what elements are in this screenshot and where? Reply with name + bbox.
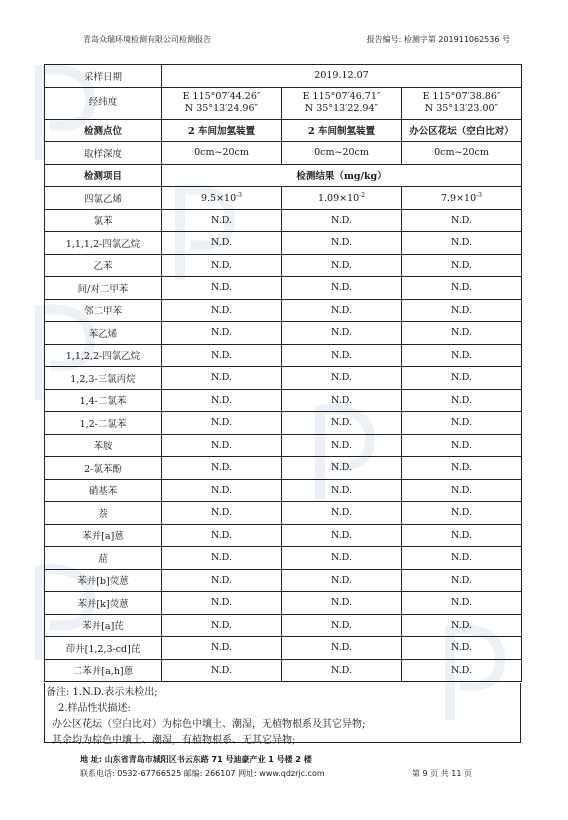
- results-table: [44, 64, 522, 682]
- result-cell: N.D.: [402, 367, 522, 390]
- table-row: [45, 569, 522, 592]
- site-cell: 2 车间加氢装置: [162, 119, 282, 142]
- result-cell: N.D.: [162, 389, 282, 412]
- table-row: [45, 209, 522, 232]
- table-row: [45, 187, 522, 210]
- result-cell: N.D.: [162, 614, 282, 637]
- item-name: 1,2,3-三氯丙烷: [45, 367, 162, 390]
- result-cell: N.D.: [402, 322, 522, 345]
- result-cell: N.D.: [162, 412, 282, 435]
- item-name: 氯苯: [45, 209, 162, 232]
- result-cell: $9.5\times 10^{-3}$: [162, 187, 282, 210]
- coords-row: [45, 87, 522, 119]
- item-name: 苯并[a]芘: [45, 614, 162, 637]
- item-name: 邻二甲苯: [45, 299, 162, 322]
- notes: [46, 685, 365, 749]
- notes-frame-right: [520, 683, 521, 742]
- result-cell: N.D.: [402, 232, 522, 255]
- result-cell: N.D.: [402, 254, 522, 277]
- result-cell: N.D.: [162, 637, 282, 660]
- result-cell: N.D.: [162, 434, 282, 457]
- item-name: 苯胺: [45, 434, 162, 457]
- result-cell: N.D.: [282, 524, 402, 547]
- table-row: [45, 299, 522, 322]
- note-line: 办公区花坛（空白比对）为棕色中壤土、潮湿，无植物根系及其它异物;: [52, 719, 366, 730]
- result-cell: N.D.: [402, 524, 522, 547]
- result-cell: N.D.: [402, 614, 522, 637]
- sample-date-row: [45, 65, 522, 88]
- result-cell: N.D.: [162, 367, 282, 390]
- result-cell: N.D.: [282, 299, 402, 322]
- result-cell: N.D.: [282, 479, 402, 502]
- item-name: 2-氯苯酚: [45, 457, 162, 480]
- result-cell: N.D.: [282, 344, 402, 367]
- table-row: [45, 592, 522, 615]
- table-row: [45, 322, 522, 345]
- result-cell: N.D.: [282, 569, 402, 592]
- notes-frame-left: [44, 683, 45, 742]
- table-row: [45, 344, 522, 367]
- result-cell: N.D.: [162, 502, 282, 525]
- item-name: 䓛: [45, 547, 162, 570]
- item-name: 茚并[1,2,3-cd]芘: [45, 637, 162, 660]
- coords-cell: E 115°07′44.26″ N 35°13′24.96″: [162, 87, 282, 119]
- result-cell: N.D.: [282, 209, 402, 232]
- footer-contact: 联系电话: 0532-67766525 邮编: 266107 网址: www.qdzrjc.com: [80, 769, 325, 778]
- table-row: [45, 547, 522, 570]
- result-header-row: [45, 164, 522, 187]
- result-cell: N.D.: [402, 389, 522, 412]
- result-cell: N.D.: [282, 367, 402, 390]
- result-cell: N.D.: [282, 547, 402, 570]
- coords-cell: E 115°07′46.71″ N 35°13′22.94″: [282, 87, 402, 119]
- result-cell: N.D.: [282, 592, 402, 615]
- result-cell: N.D.: [162, 277, 282, 300]
- result-cell: N.D.: [282, 434, 402, 457]
- result-cell: N.D.: [402, 344, 522, 367]
- result-cell: N.D.: [282, 457, 402, 480]
- result-cell: N.D.: [162, 299, 282, 322]
- table-row: [45, 434, 522, 457]
- depth-cell: 0cm~20cm: [282, 142, 402, 165]
- site-cell: 2 车间制氢装置: [282, 119, 402, 142]
- result-cell: N.D.: [402, 479, 522, 502]
- table-row: [45, 524, 522, 547]
- coords-label: 经纬度: [45, 87, 162, 119]
- result-cell: N.D.: [162, 457, 282, 480]
- table-row: [45, 277, 522, 300]
- note-line: 其余均为棕色中壤土、潮湿，有植物根系、无其它异物;: [52, 735, 296, 746]
- item-name: 四氯乙烯: [45, 187, 162, 210]
- depth-cell: 0cm~20cm: [402, 142, 522, 165]
- result-cell: N.D.: [162, 592, 282, 615]
- result-cell: N.D.: [402, 547, 522, 570]
- table-row: [45, 637, 522, 660]
- item-name: 苯并[k]荧蒽: [45, 592, 162, 615]
- result-cell: N.D.: [282, 502, 402, 525]
- result-cell: N.D.: [282, 277, 402, 300]
- sample-date-value: 2019.12.07: [162, 65, 522, 88]
- table-row: [45, 254, 522, 277]
- result-cell: N.D.: [282, 412, 402, 435]
- result-cell: N.D.: [402, 412, 522, 435]
- result-cell: N.D.: [162, 569, 282, 592]
- depth-row: [45, 142, 522, 165]
- table-row: [45, 232, 522, 255]
- result-cell: N.D.: [282, 614, 402, 637]
- item-name: 1,2-二氯苯: [45, 412, 162, 435]
- page-number: 第 9 页 共 11 页: [412, 769, 472, 778]
- result-cell: N.D.: [402, 569, 522, 592]
- result-cell: N.D.: [402, 209, 522, 232]
- site-cell: 办公区花坛（空白比对）: [402, 119, 522, 142]
- result-cell: N.D.: [162, 344, 282, 367]
- table-row: [45, 412, 522, 435]
- result-cell: $1.09\times 10^{-2}$: [282, 187, 402, 210]
- result-cell: N.D.: [402, 659, 522, 682]
- result-cell: N.D.: [282, 637, 402, 660]
- result-cell: N.D.: [282, 389, 402, 412]
- result-cell: N.D.: [402, 457, 522, 480]
- item-name: 1,1,1,2-四氯乙烷: [45, 232, 162, 255]
- table-row: [45, 457, 522, 480]
- item-name: 乙苯: [45, 254, 162, 277]
- table-row: [45, 502, 522, 525]
- result-cell: N.D.: [162, 209, 282, 232]
- item-name: 苯并[a]蒽: [45, 524, 162, 547]
- item-name: 1,1,2,2-四氯乙烷: [45, 344, 162, 367]
- item-name: 苯乙烯: [45, 322, 162, 345]
- result-label: 检测结果（mg/kg）: [162, 164, 522, 187]
- result-cell: N.D.: [402, 637, 522, 660]
- table-row: [45, 659, 522, 682]
- result-cell: N.D.: [402, 592, 522, 615]
- result-cell: N.D.: [162, 254, 282, 277]
- report-company-title: 青岛众瑞环境检测有限公司检测报告: [83, 35, 211, 44]
- result-cell: N.D.: [162, 547, 282, 570]
- item-name: 间/对二甲苯: [45, 277, 162, 300]
- note-line: 2.样品性状描述:: [58, 703, 131, 714]
- item-name: 苯并[b]荧蒽: [45, 569, 162, 592]
- item-name: 1,4-二氯苯: [45, 389, 162, 412]
- result-cell: N.D.: [402, 277, 522, 300]
- result-cell: N.D.: [282, 322, 402, 345]
- note-line: 备注: 1.N.D.表示未检出;: [46, 687, 158, 698]
- result-cell: N.D.: [282, 659, 402, 682]
- result-cell: N.D.: [402, 299, 522, 322]
- table-row: [45, 367, 522, 390]
- item-name: 萘: [45, 502, 162, 525]
- result-cell: N.D.: [402, 434, 522, 457]
- result-cell: N.D.: [162, 659, 282, 682]
- coords-cell: E 115°07′38.86″ N 35°13′23.00″: [402, 87, 522, 119]
- table-row: [45, 389, 522, 412]
- result-cell: N.D.: [162, 524, 282, 547]
- footer-address: 地 址: 山东省青岛市城阳区书云东路 71 号迪豪产业 1 号楼 2 楼: [80, 755, 312, 764]
- item-name: 二苯并[a,h]蒽: [45, 659, 162, 682]
- result-cell: N.D.: [282, 254, 402, 277]
- site-label: 检测点位: [45, 119, 162, 142]
- site-row: [45, 119, 522, 142]
- depth-label: 取样深度: [45, 142, 162, 165]
- item-name: 硝基苯: [45, 479, 162, 502]
- result-cell: N.D.: [162, 322, 282, 345]
- item-label: 检测项目: [45, 164, 162, 187]
- depth-cell: 0cm~20cm: [162, 142, 282, 165]
- sample-date-label: 采样日期: [45, 65, 162, 88]
- result-cell: N.D.: [162, 232, 282, 255]
- result-cell: N.D.: [162, 479, 282, 502]
- result-cell: N.D.: [402, 502, 522, 525]
- table-row: [45, 614, 522, 637]
- result-cell: $7.9\times 10^{-3}$: [402, 187, 522, 210]
- result-cell: N.D.: [282, 232, 402, 255]
- report-number: 报告编号: 检测字第 201911062536 号: [366, 35, 510, 44]
- table-row: [45, 479, 522, 502]
